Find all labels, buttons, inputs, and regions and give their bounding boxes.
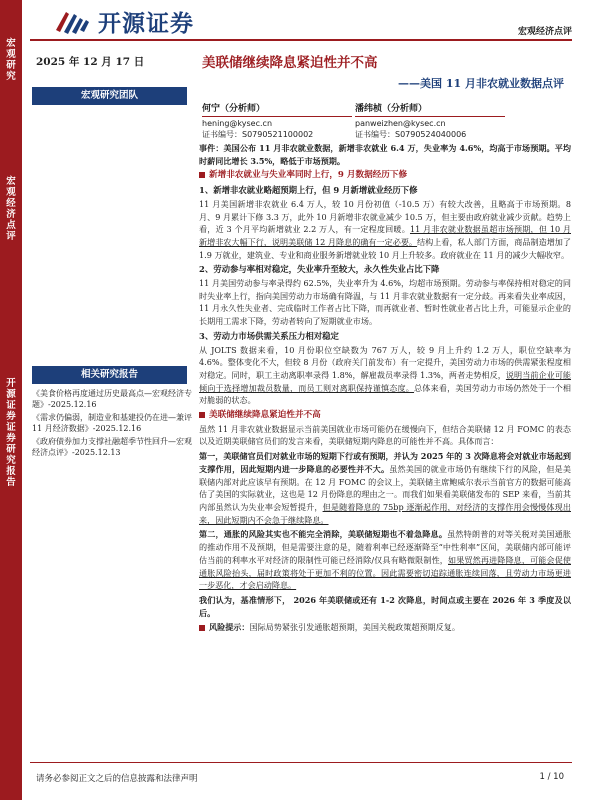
bullet-square-icon xyxy=(199,412,205,418)
footer-disclaimer: 请务必参阅正文之后的信息披露和法律声明 xyxy=(36,774,198,784)
subsection-heading: 1、新增非农就业略超预期上行，但 9 月新增就业经历下修 xyxy=(199,185,418,196)
company-logo xyxy=(52,4,252,38)
analyst-cert: 证书编号：S0790524040006 xyxy=(355,130,467,139)
analyst-name: 潘纬桢（分析师） xyxy=(355,104,428,114)
subsection-heading: 3、劳动力市场供需关系压力相对稳定 xyxy=(199,330,339,341)
paragraph: 11 月美国劳动参与率录得约 62.5%，失业率升为 4.6%，均超市场预期。劳动参与率保持相对稳定的同时失业率上行，指向美国劳动力市场确有降温，与 11 月非农就业数据有一定分歧。再来看失业率成因，11 月永久性失业者、完成临时工作者占比下降，而再就业者、暂时性就业者占比上升，可能显示企业的长期用工需求下降，劳动者转向了短期就业市场。 xyxy=(199,278,571,327)
footer-divider xyxy=(30,762,572,763)
bullet-square-icon xyxy=(199,625,205,631)
report-subtitle: ——美国 11 月非农就业数据点评 xyxy=(398,77,564,90)
analyst-cert: 证书编号：S0790521100002 xyxy=(202,130,314,139)
header-divider xyxy=(30,39,572,41)
paragraph: 从 JOLTS 数据来看，10 月份职位空缺数为 767 万人，较 9 月上升约 1.2 万人，职位空缺率为 4.6%。整体变化不大，但较 8 月份（政府关门前发布）有一定提升，美国劳动力市场的供需紧张程度相对稳定。同时，职工主动离职率录得 1.8%，解雇裁员率录得 1.3%，两者走势相反，说明当前企业可能倾向于选择增加裁员数量，而员工则对离职保持谨慎态度。总体来看，美国劳动力市场仍然处于一个相对脆弱的状态。 xyxy=(199,344,571,406)
page-number: 1 / 10 xyxy=(539,772,564,782)
section-heading: 新增非农就业与失业率同时上行，9 月数据经历下修 xyxy=(199,169,571,182)
paragraph: 虽然 11 月非农就业数据显示当前美国就业市场可能仍在缓慢向下，但结合美联储 12 月 FOMC 的表态以及近期美联储官员们的发言来看，美联储短期内降息的可能性并不高。具体而言： xyxy=(199,423,571,447)
report-date: 2025 年 12 月 17 日 xyxy=(36,56,145,68)
paragraph: 11 月美国新增非农就业 6.4 万人，较 10 月份初值（-10.5 万）有较大改善，且略高于市场预期。8 月、9 月累计下修 3.3 万，此外 10 月新增非农就业减少 10.5 万，但主要由政府就业减少贡献。趋势上看，近 3 个月平均新增就业 2.2 万人，有一定程度回暖。11 月非农就业数据虽超市场预期，但 10 月新增非农大幅下行，说明美联储 12 月降息的确有一定必要。结构上看，私人部门方面，商品制造增加了 1.9 万就业，建筑业、专业和商业服务新增就业较 10 月上升较多。政府就业在 11 月的减少大幅收窄。 xyxy=(199,198,571,260)
analyst-email[interactable]: hening@kysec.cn xyxy=(202,119,273,128)
conclusion-paragraph: 我们认为，基准情形下， 2026 年美联储或还有 1-2 次降息，时间点或主要在 2026 年 3 季度及以后。 xyxy=(199,594,571,618)
related-report-link[interactable]: 《政府债券加力支撑社融超季节性回升—宏观经济点评》-2025.12.13 xyxy=(32,436,192,458)
team-label: 宏观研究团队 xyxy=(32,87,187,105)
bullet-square-icon xyxy=(199,172,205,178)
paragraph: 第一，美联储官员们对就业市场的短期下行或有预期，并认为 2025 年的 3 次降息将会对就业市场起到支撑作用，因此短期内进一步降息的必要性并不大。虽然美国的就业市场仍有继续下行的风险，但是美联储内部对此应该早有预期。在 12 月 FOMC 的会议上，美联储主席鲍威尔表示当前官方的数据可能高估了美国的实际就业，这也是 12 月份降息的理由之一。而我们如果看美联储发布的 SEP 来看，当前其内部虽然认为失业率会短暂提升，但是随着降息的 75bp 逐渐起作用，对经济的支撑作用会慢慢体现出来，因此短期内不会急于继续降息。 xyxy=(199,451,571,525)
subsection-heading: 2、劳动参与率相对稳定，失业率升至较大，永久性失业占比下降 xyxy=(199,264,440,275)
paragraph: 第二，通胀的风险其实也不能完全消除，美联储短期也不着急降息。虽然特朗普的对等关税对美国通胀的推动作用不及预期，但是需要注意的是，随着利率已经逐渐降至“中性利率”区间，美联储内部可能评估当前的利率水平对经济的限制性可能已经消除/仅具有略微限制性，如果贸然再进降降息，可能会促使通胀风险抬头，届时政策将处于更加不利的位置。因此需要密切追踪通胀连续回落，且劳动力市场更进一步恶化，才会启动降息。 xyxy=(199,529,571,591)
related-reports-label: 相关研究报告 xyxy=(32,366,187,384)
analyst-divider xyxy=(202,116,352,117)
risk-paragraph: 风险提示：国际局势紧张引发通胀超预期，美国关税政策超预期反复。 xyxy=(199,621,571,634)
analyst-card xyxy=(355,104,505,140)
report-body xyxy=(199,142,571,636)
event-paragraph: 事件：美国公布 11 月非农就业数据，新增非农就业 6.4 万，失业率为 4.6%，均高于市场预期。平均时薪同比增长 3.5%，略低于市场预期。 xyxy=(199,143,571,166)
side-label-macro-research: 宏观研究 xyxy=(6,38,16,82)
analyst-divider xyxy=(355,116,505,117)
analyst-email[interactable]: panweizhen@kysec.cn xyxy=(355,119,446,128)
logo-mark-icon xyxy=(52,6,92,36)
section-heading: 美联储继续降息紧迫性并不高 xyxy=(199,409,571,422)
side-label-report-type: 宏观经济点评 xyxy=(6,176,16,242)
related-reports-list xyxy=(32,388,192,459)
related-report-link[interactable]: 《需求仍偏弱，制造业和基建投仍在进—兼评 11 月经济数据》-2025.12.16 xyxy=(32,412,192,434)
analyst-name: 何宁（分析师） xyxy=(202,104,266,114)
logo-text: 开源证券 xyxy=(98,10,194,37)
report-type-label: 宏观经济点评 xyxy=(517,27,572,37)
side-label-brand: 开源证券 证券研究报告 xyxy=(6,378,16,488)
related-report-link[interactable]: 《美食价格再度通过历史最高点—宏观经济专题》-2025.12.16 xyxy=(32,389,192,410)
left-color-band xyxy=(0,0,22,800)
report-title: 美联储继续降息紧迫性并不高 xyxy=(202,55,378,71)
analyst-card xyxy=(202,104,352,140)
